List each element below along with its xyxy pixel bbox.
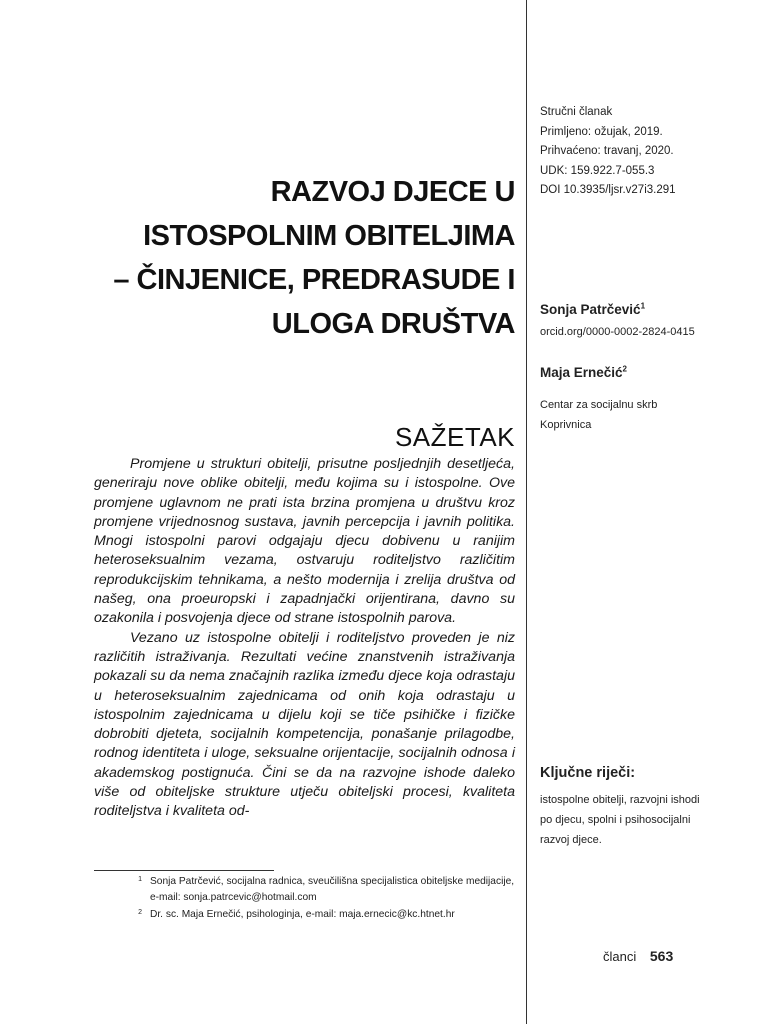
received-date: Primljeno: ožujak, 2019. — [540, 125, 663, 138]
footnote — [94, 907, 515, 923]
author-1 — [540, 302, 760, 317]
title-line: – ČINJENICE, PREDRASUDE I — [113, 264, 515, 296]
author-name: Maja Ernečić — [540, 365, 623, 380]
page-footer — [603, 948, 673, 964]
abstract-paragraph: Vezano uz istospolne obitelji i roditeljstvo proveden je niz različitih istraživanja. Rezultati većine znanstvenih istraživanja pokazali su da nema značajnih razlika između djece koja odrastaju u heteroseksualnim zajednicama od onih koja odrastaju u istospolnim zajednicama u dijelu koji se tiče psihičke i fizičke dobrobiti djeteta, socijalnih kompetencija, ponašanje prilagodbe, rodnog identiteta i uloge, seksualne orijentacije, socijalnih odnosa i akademskog postignuća. Čini se da na razvojne ishode daleko više od obiteljske strukture utječu obiteljski procesi, kvaliteta roditeljstva i kvaliteta od- — [94, 629, 515, 820]
keywords-heading: Ključne riječi: — [540, 765, 636, 781]
affiliation-line: Centar za socijalnu skrb — [540, 399, 658, 411]
article-type: Stručni članak — [540, 106, 613, 118]
footnote-marker: 2 — [622, 364, 627, 374]
udk-code: UDK: 159.922.7-055.3 — [540, 164, 655, 177]
abstract-body — [94, 455, 515, 822]
page-number: 563 — [649, 948, 674, 964]
keywords-text: istospolne obitelji, razvojni ishodi po djecu, spolni i psihosocijalni razvoj djece. — [540, 794, 700, 846]
abstract-heading: SAŽETAK — [394, 422, 515, 452]
footnote-text: Sonja Patrčević, socijalna radnica, sveučilišna specijalistica obiteljske medijacije, e-mail: sonja.patrcevic@hotmail.com — [150, 876, 515, 903]
accepted-date: Prihvaćeno: travanj, 2020. — [540, 145, 674, 157]
author-1-orcid: orcid.org/0000-0002-2824-0415 — [540, 326, 695, 338]
author-2 — [540, 365, 760, 380]
footnote-divider — [94, 870, 274, 871]
article-title — [100, 170, 515, 346]
footnote-number: 1 — [138, 876, 142, 883]
footer-section: članci — [603, 949, 637, 964]
title-line: ISTOSPOLNIM OBITELJIMA — [143, 220, 515, 252]
author-name: Sonja Patrčević — [540, 302, 641, 317]
abstract-paragraph: Promjene u strukturi obitelji, prisutne posljednjih desetljeća, generiraju nove oblike obitelji, među kojima su i istospolne. Ove promjene uglavnom ne prati ista brzina promjena u društvu kroz promjene vrijednosnog sustava, javnih percepcija i javnih politika. Mnogi istospolni parovi odgajaju djecu dobivenu u ranijim heteroseksualnim vezama, ostvaruju roditeljstvo različitim reprodukcijskim tehnikama, a nešto modernija i zrelija društva od našeg, ona proeuropski i zapadnjački orijentirana, davno su ozakonila i posvojenja djece od strane istospolnih parova. — [94, 456, 515, 627]
article-metadata — [540, 103, 760, 201]
title-line: ULOGA DRUŠTVA — [271, 308, 515, 340]
footnote-number: 2 — [138, 909, 142, 916]
affiliation-line: Koprivnica — [540, 419, 592, 431]
column-divider — [526, 0, 527, 1024]
footnote-text: Dr. sc. Maja Ernečić, psihologinja, e-mail: maja.ernecic@kc.htnet.hr — [150, 909, 455, 920]
title-line: RAZVOJ DJECE U — [270, 176, 515, 208]
doi: DOI 10.3935/ljsr.v27i3.291 — [540, 184, 676, 196]
footnote-marker: 1 — [640, 301, 646, 311]
footnote — [94, 874, 515, 906]
affiliation — [540, 395, 657, 435]
footnotes — [94, 874, 515, 924]
